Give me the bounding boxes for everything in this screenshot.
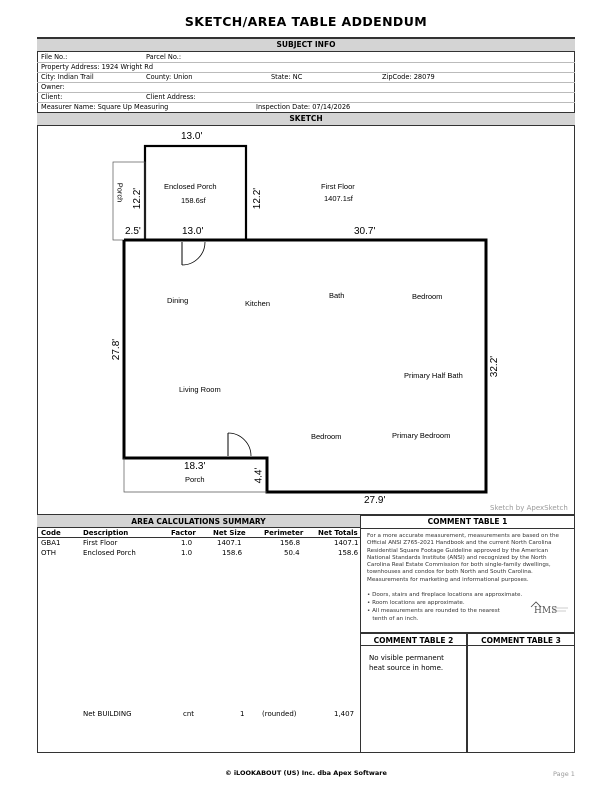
enclosed-porch-area: 158.6sf <box>181 196 206 205</box>
property-address-field: Property Address: 1924 Wright Rd <box>41 63 154 71</box>
measurer-field: Measurer Name: Square Up Measuring <box>41 103 169 111</box>
back-porch-label: Porch <box>185 475 205 484</box>
net-building-unit: cnt <box>183 710 195 718</box>
room-primary-half-bath: Primary Half Bath <box>404 371 463 380</box>
first-floor-area: 1407.1sf <box>324 194 353 203</box>
comment-bullet: • Room locations are approximate. <box>367 600 465 606</box>
hms-logo <box>530 599 570 615</box>
owner-field: Owner: <box>41 83 65 91</box>
client-address-field: Client Address: <box>146 93 196 101</box>
comment-table-2-text: No visible permanent heat source in home. <box>369 654 444 672</box>
room-kitchen: Kitchen <box>245 299 271 308</box>
comment-table-1-paragraph: For a more accurate measurement, measurements are based on the Official ANSI Z765-2021 Handbook and the current North Carolina Residential Square Footage Guideline approved by the American National Standards Institute (ANSI) and recognized by the North Carolina Real Estate Commission for both single-family dwellings, townhouses and condos for both North and South Carolina. Measurements for marketing and informational purposes. <box>367 533 559 583</box>
dim-porch-bottom: 13.0' <box>182 226 204 237</box>
col-net-totals: Net Totals <box>318 529 358 537</box>
dim-porch-right: 12.2' <box>252 187 264 210</box>
comment-bullet: • All measurements are rounded to the nearest <box>367 608 500 614</box>
footer-company: © iLOOKABOUT (US) Inc. dba Apex Software <box>225 769 387 777</box>
header-underline <box>37 537 360 538</box>
dim-house-right: 32.2' <box>489 355 501 378</box>
subject-info-header: SUBJECT INFO <box>37 38 575 52</box>
cell-factor: 1.0 <box>181 549 193 557</box>
dim-house-top: 30.7' <box>354 226 376 237</box>
net-building-rounded: (rounded) <box>262 710 297 718</box>
dim-house-left: 27.8' <box>111 338 123 361</box>
cell-perimeter: 156.8 <box>280 539 301 547</box>
col-description: Description <box>83 529 129 537</box>
cell-description: First Floor <box>83 539 118 547</box>
net-building-total: 1,407 <box>334 710 355 718</box>
door-swing-icon <box>228 433 251 456</box>
comment-table-2 <box>360 633 467 753</box>
col-perimeter: Perimeter <box>264 529 304 537</box>
parcel-no-field: Parcel No.: <box>146 53 182 61</box>
dim-porch-left: 12.2' <box>132 187 144 210</box>
first-floor-label: First Floor <box>321 182 355 191</box>
cell-perimeter: 50.4 <box>284 549 300 557</box>
dim-back-porch: 18.3' <box>184 461 206 472</box>
cell-code: GBA1 <box>41 539 61 547</box>
net-building-count: 1 <box>240 710 245 718</box>
page-number: Page 1 <box>553 770 575 778</box>
net-building-label: Net BUILDING <box>83 710 132 718</box>
dim-side-porch: 2.5' <box>125 226 141 237</box>
svg-text:HMS: HMS <box>534 606 558 615</box>
dim-back-porch-depth: 4.4' <box>253 467 265 484</box>
sketch-header: SKETCH <box>37 112 575 126</box>
enclosed-porch-label: Enclosed Porch <box>164 182 217 191</box>
door-swing-icon <box>182 242 205 265</box>
col-factor: Factor <box>171 529 196 537</box>
state-field: State: NC <box>271 73 303 81</box>
cell-factor: 1.0 <box>181 539 193 547</box>
client-field: Client: <box>41 93 63 101</box>
cell-net-size: 158.6 <box>222 549 243 557</box>
comment-table-1-header: COMMENT TABLE 1 <box>427 517 508 526</box>
comment-table-2-header: COMMENT TABLE 2 <box>373 636 454 645</box>
zip-field: ZipCode: 28079 <box>382 73 435 81</box>
dim-porch-top: 13.0' <box>181 131 203 142</box>
comment-bullet: tenth of an inch. <box>367 616 419 622</box>
cell-net-totals: 1407.1 <box>334 539 359 547</box>
file-no-field: File No.: <box>41 53 68 61</box>
cell-description: Enclosed Porch <box>83 549 136 557</box>
city-field: City: Indian Trail <box>41 73 94 81</box>
comment-table-1-rule <box>360 528 575 529</box>
room-primary-bedroom: Primary Bedroom <box>392 431 451 440</box>
room-living-room: Living Room <box>179 385 221 394</box>
comment-bullet: • Doors, stairs and fireplace locations are approximate. <box>367 592 523 598</box>
page-title: SKETCH/AREA TABLE ADDENDUM <box>184 14 428 29</box>
first-floor-outline <box>124 240 486 492</box>
col-code: Code <box>41 529 61 537</box>
col-net-size: Net Size <box>213 529 246 537</box>
area-calc-header: AREA CALCULATIONS SUMMARY <box>131 517 266 526</box>
county-field: County: Union <box>146 73 193 81</box>
room-bath: Bath <box>329 291 345 300</box>
room-dining: Dining <box>167 296 189 305</box>
room-bedroom: Bedroom <box>412 292 443 301</box>
comment-table-3-header: COMMENT TABLE 3 <box>481 636 561 645</box>
cell-net-totals: 158.6 <box>338 549 359 557</box>
dim-house-bottom: 27.9' <box>364 495 386 506</box>
comment-table-3 <box>467 633 575 753</box>
inspection-date-field: Inspection Date: 07/14/2026 <box>256 103 351 111</box>
room-bedroom: Bedroom <box>311 432 342 441</box>
cell-code: OTH <box>41 549 57 557</box>
cell-net-size: 1407.1 <box>217 539 242 547</box>
sketch-credit: Sketch by ApexSketch <box>490 504 568 512</box>
side-porch-label: Porch <box>115 182 125 203</box>
